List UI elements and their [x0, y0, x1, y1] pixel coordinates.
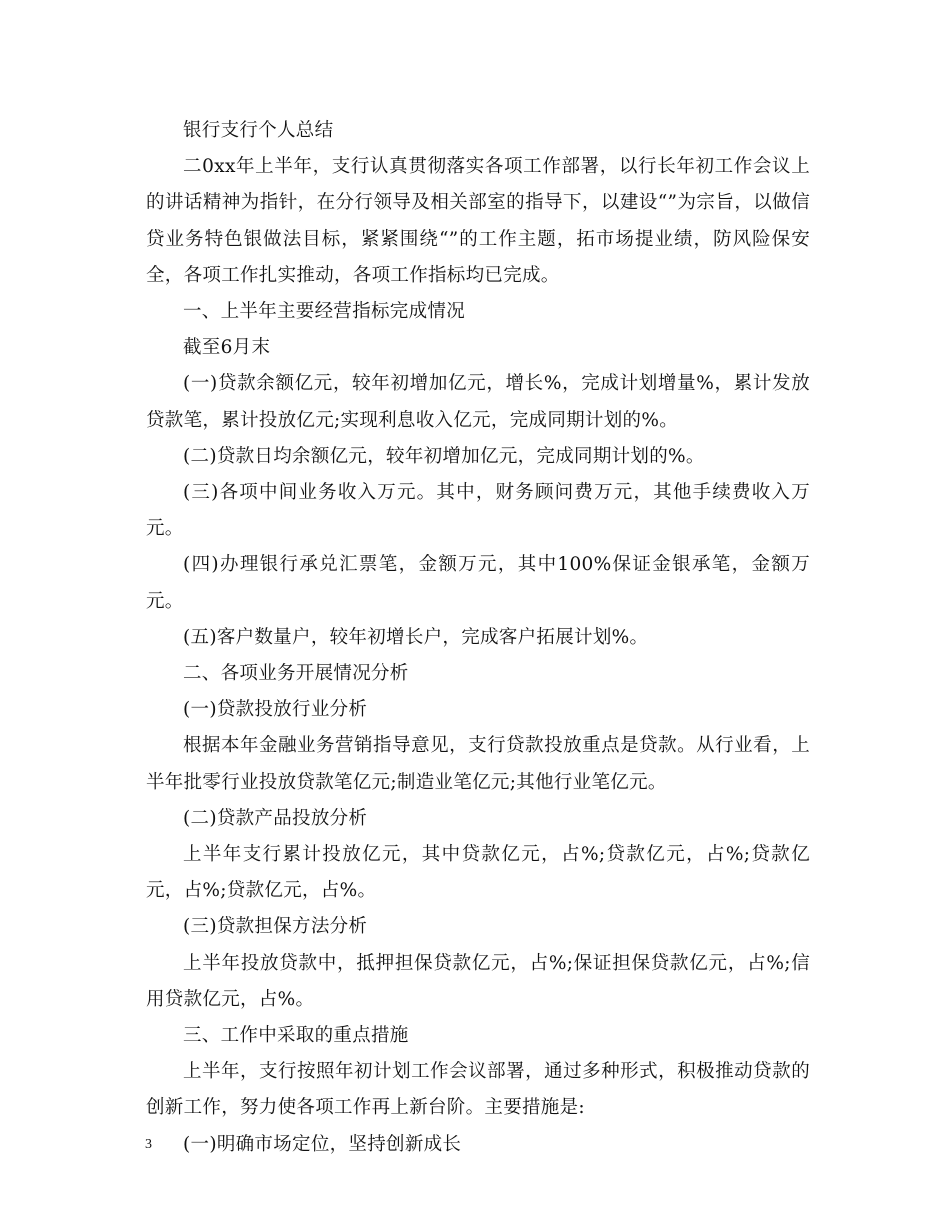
document-title: 银行支行个人总结 [183, 120, 334, 141]
intro-paragraph: 二0xx年上半年，支行认真贯彻落实各项工作部署，以行长年初工作会议上的讲话精神为指针，在分行领导及相关部室的指导下，以建设“”为宗旨，以做信贷业务特色银做法目标，紧紧围绕“”的工作主题，拓市场提业绩，防风险保安全，各项工作扎实推动，各项工作指标均已完成。 [146, 156, 810, 286]
section-heading-3: 三、工作中采取的重点措施 [183, 1025, 409, 1047]
metric-item-4: (四)办理银行承兑汇票笔，金额万元，其中100%保证金银承笔，金额万元。 [146, 554, 810, 612]
measure-item-1: (一)明确市场定位，坚持创新成长 [183, 1133, 462, 1155]
as-of-date-line: 截至6月末 [183, 337, 271, 359]
subheading-industry-analysis: (一)贷款投放行业分析 [183, 699, 368, 721]
subheading-product-analysis: (二)贷款产品投放分析 [183, 807, 368, 829]
guarantee-analysis-paragraph: 上半年投放贷款中，抵押担保贷款亿元，占%;保证担保贷款亿元，占%;信用贷款亿元，占%。 [146, 952, 810, 1010]
section-heading-1: 一、上半年主要经营指标完成情况 [183, 301, 466, 323]
measures-intro-paragraph: 上半年，支行按照年初计划工作会议部署，通过多种形式，积极推动贷款的创新工作，努力使各项工作再上新台阶。主要措施是: [146, 1061, 810, 1119]
page-number: 3 [145, 1137, 152, 1152]
section-heading-2: 二、各项业务开展情况分析 [183, 663, 409, 685]
product-analysis-paragraph: 上半年支行累计投放亿元，其中贷款亿元，占%;贷款亿元，占%;贷款亿元，占%;贷款亿元，占%。 [146, 844, 810, 902]
metric-item-3: (三)各项中间业务收入万元。其中，财务顾问费万元，其他手续费收入万元。 [146, 482, 810, 540]
metric-item-5: (五)客户数量户，较年初增长户，完成客户拓展计划%。 [183, 626, 649, 648]
industry-analysis-paragraph: 根据本年金融业务营销指导意见，支行贷款投放重点是贷款。从行业看，上半年批零行业投放贷款笔亿元;制造业笔亿元;其他行业笔亿元。 [146, 735, 810, 793]
metric-item-1: (一)贷款余额亿元，较年初增加亿元，增长%，完成计划增量%，累计发放贷款笔，累计投放亿元;实现利息收入亿元，完成同期计划的%。 [146, 373, 810, 431]
metric-item-2: (二)贷款日均余额亿元，较年初增加亿元，完成同期计划的%。 [183, 445, 705, 467]
subheading-guarantee-analysis: (三)贷款担保方法分析 [183, 916, 368, 938]
document-body [146, 113, 810, 1163]
